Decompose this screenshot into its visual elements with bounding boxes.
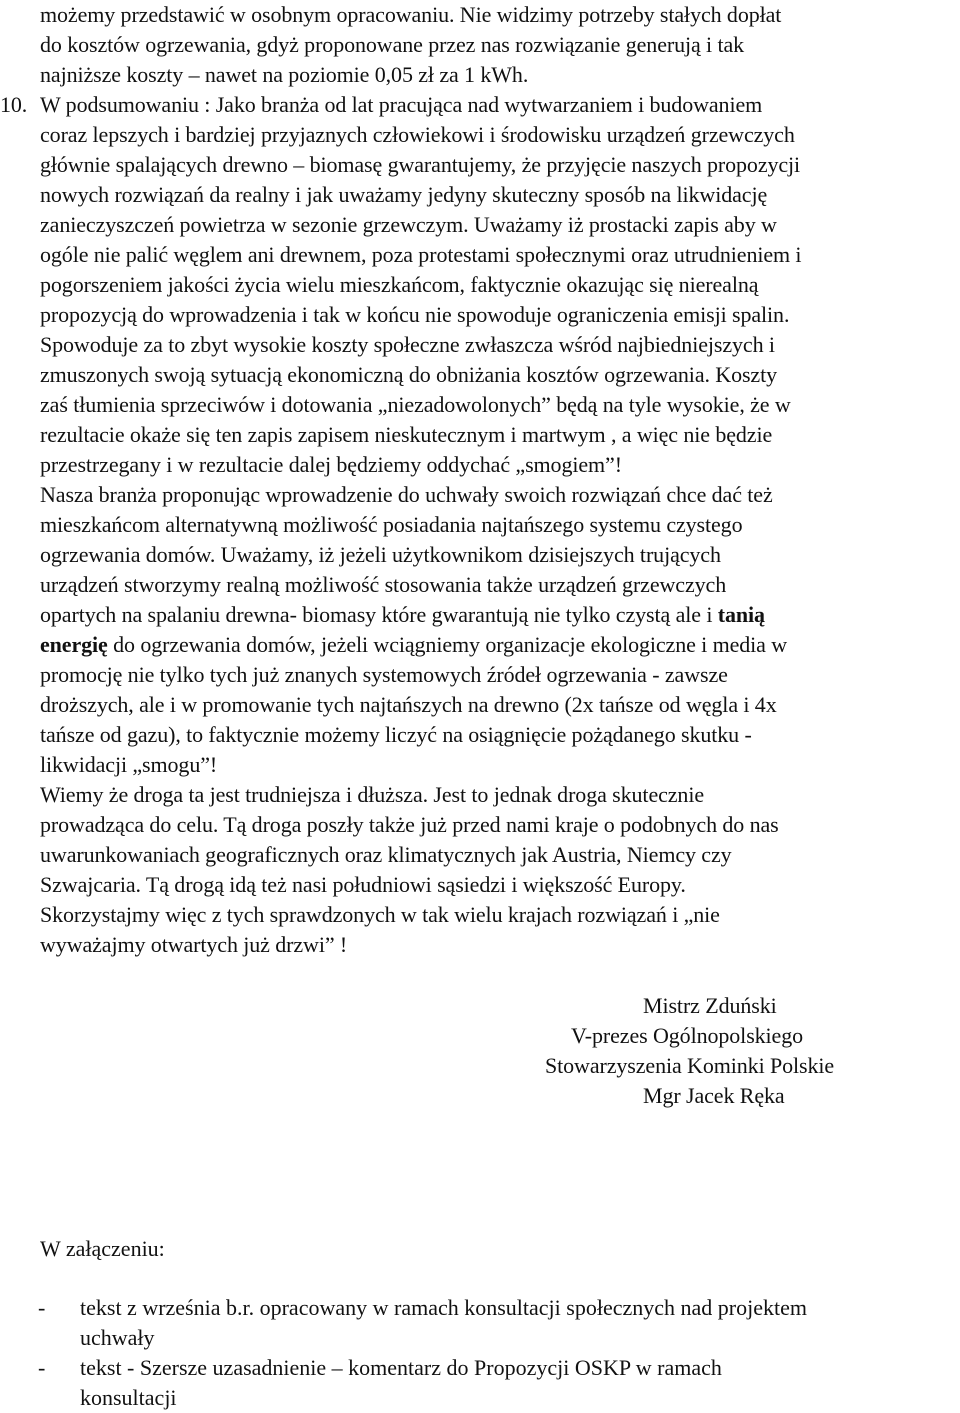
text-segment: opartych na spalaniu drewna- biomasy które gwarantują nie tylko czystą ale i bbox=[40, 602, 718, 627]
text-line: likwidacji „smogu”! bbox=[40, 752, 218, 777]
signature-line: Mgr Jacek Ręka bbox=[643, 1083, 785, 1108]
signature-block bbox=[40, 991, 956, 1111]
list-item-10 bbox=[0, 90, 956, 960]
text-line: najniższe koszty – nawet na poziomie 0,05 zł za 1 kWh. bbox=[40, 62, 529, 87]
text-line: wyważajmy otwartych już drzwi” ! bbox=[40, 932, 348, 957]
text-line: propozycją do wprowadzenia i tak w końcu nie spowoduje ograniczenia emisji spalin. bbox=[40, 302, 790, 327]
text-line: Szwajcaria. Tą drogą idą też nasi południowi sąsiedzi i większość Europy. bbox=[40, 872, 686, 897]
signature-line: V-prezes Ogólnopolskiego bbox=[571, 1023, 804, 1048]
text-line: urządzeń stworzymy realną możliwość stosowania także urządzeń grzewczych bbox=[40, 572, 727, 597]
text-line: nowych rozwiązań da realny i jak uważamy jedyny skuteczny sposób na likwidację bbox=[40, 182, 768, 207]
text-line bbox=[40, 600, 956, 630]
text-segment: do ogrzewania domów, jeżeli wciągniemy organizacje ekologiczne i media w bbox=[107, 632, 788, 657]
text-line: ogóle nie palić węglem ani drewnem, poza protestami społecznymi oraz utrudnieniem i bbox=[40, 242, 802, 267]
list-item-text: uchwały bbox=[80, 1325, 155, 1350]
text-line bbox=[40, 630, 956, 660]
text-line: pogorszeniem jakości życia wielu mieszkańcom, faktycznie okazując się nierealną bbox=[40, 272, 759, 297]
bold-text: energię bbox=[40, 632, 108, 657]
list-item-text: tekst - Szersze uzasadnienie – komentarz do Propozycji OSKP w ramach bbox=[80, 1355, 722, 1380]
text-line: mieszkańcom alternatywną możliwość posiadania najtańszego systemu czystego bbox=[40, 512, 743, 537]
signature-line: Mistrz Zduński bbox=[643, 993, 777, 1018]
list-dash: - bbox=[38, 1355, 46, 1380]
signature-line: Stowarzyszenia Kominki Polskie bbox=[545, 1053, 835, 1078]
text-line: ogrzewania domów. Uważamy, iż jeżeli użytkownikom dzisiejszych trujących bbox=[40, 542, 721, 567]
text-line: do kosztów ogrzewania, gdyż proponowane przez nas rozwiązanie generują i tak bbox=[40, 32, 745, 57]
bold-text: tanią bbox=[717, 602, 765, 627]
attachments-list bbox=[0, 1293, 960, 1413]
text-line: W podsumowaniu : Jako branża od lat pracująca nad wytwarzaniem i budowaniem bbox=[40, 92, 763, 117]
list-item bbox=[0, 1353, 960, 1413]
text-line: coraz lepszych i bardziej przyjaznych człowiekowi i środowisku urządzeń grzewczych bbox=[40, 122, 795, 147]
text-line: prowadząca do celu. Tą droga poszły także już przed nami kraje o podobnych do nas bbox=[40, 812, 779, 837]
item-number: 10. bbox=[0, 92, 28, 117]
text-line: droższych, ale i w promowanie tych najtańszych na drewno (2x tańsze od węgla i 4x bbox=[40, 692, 777, 717]
text-line: zaś tłumienia sprzeciwów i dotowania „niezadowolonych” będą na tyle wysokie, że w bbox=[40, 392, 791, 417]
text-line: Nasza branża proponując wprowadzenie do uchwały swoich rozwiązań chce dać też bbox=[40, 482, 773, 507]
text-line: promocję nie tylko tych już znanych systemowych źródeł ogrzewania - zawsze bbox=[40, 662, 728, 687]
text-line: zmuszonych swoją sytuacją ekonomiczną do obniżania kosztów ogrzewania. Koszty bbox=[40, 362, 778, 387]
attachments-heading: W załączeniu: bbox=[40, 1236, 165, 1261]
text-line: głównie spalających drewno – biomasę gwarantujemy, że przyjęcie naszych propozycji bbox=[40, 152, 801, 177]
text-line: zanieczyszczeń powietrza w sezonie grzewczym. Uważamy iż prostacki zapis aby w bbox=[40, 212, 777, 237]
previous-paragraph bbox=[40, 0, 956, 90]
list-item bbox=[0, 1293, 960, 1353]
text-line: Skorzystajmy więc z tych sprawdzonych w tak wielu krajach rozwiązań i „nie bbox=[40, 902, 720, 927]
list-item-text: tekst z września b.r. opracowany w ramach konsultacji społecznych nad projektem bbox=[80, 1295, 807, 1320]
list-dash: - bbox=[38, 1295, 46, 1320]
list-item-text: konsultacji bbox=[80, 1385, 177, 1410]
text-line: tańsze od gazu), to faktycznie możemy liczyć na osiągnięcie pożądanego skutku - bbox=[40, 722, 752, 747]
text-line: Spowoduje za to zbyt wysokie koszty społeczne zwłaszcza wśród najbiedniejszych i bbox=[40, 332, 775, 357]
text-line: Wiemy że droga ta jest trudniejsza i dłuższa. Jest to jednak droga skutecznie bbox=[40, 782, 705, 807]
text-line: możemy przedstawić w osobnym opracowaniu. Nie widzimy potrzeby stałych dopłat bbox=[40, 2, 782, 27]
text-line: uwarunkowaniach geograficznych oraz klimatycznych jak Austria, Niemcy czy bbox=[40, 842, 732, 867]
text-line: przestrzegany i w rezultacie dalej będziemy oddychać „smogiem”! bbox=[40, 452, 622, 477]
text-line: rezultacie okaże się ten zapis zapisem nieskutecznym i martwym , a więc nie będzie bbox=[40, 422, 773, 447]
